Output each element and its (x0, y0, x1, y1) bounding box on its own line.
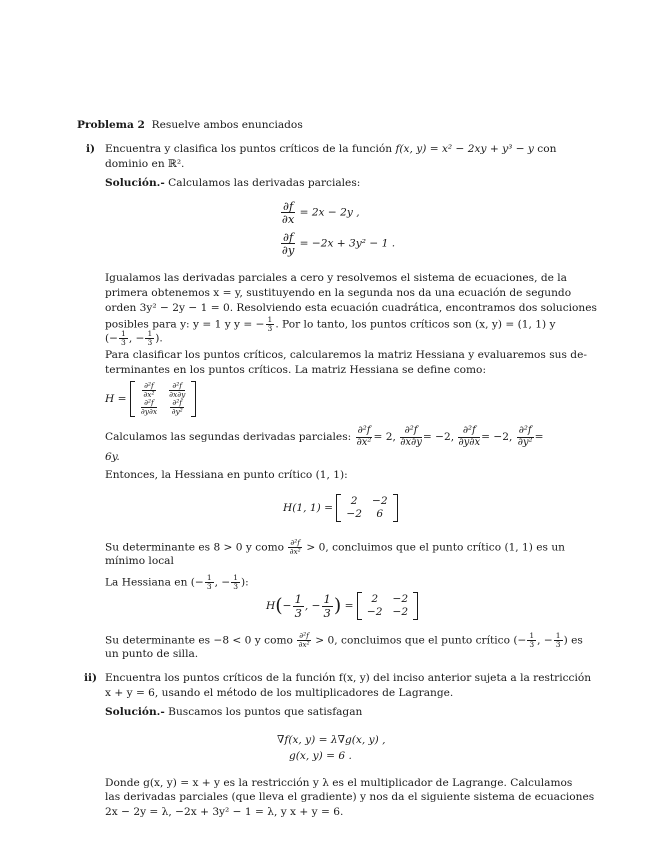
hessian-at-1-1-intro: Entonces, la Hessiana en punto crítico (1, 1): (105, 469, 348, 481)
paragraph-line: terminantes en los puntos críticos. La matriz Hessiana se define como: (105, 364, 487, 376)
part-i-marker: i) (86, 143, 96, 155)
hessian-matrix: $\frac{\text{∂²f}}{\text{∂x²}}$ $\frac{\text{∂²f}}{\partial x\partial y}$ $\frac{\text{∂²f}}{\partial y\partial x}$ $\frac{\text{∂²f}}{\text{∂y²}}$ (130, 381, 196, 417)
part-ii-solution-intro: Solución.- Buscamos los puntos que satisfagan (105, 706, 363, 718)
determinant-1-conclusion: mínimo local (105, 555, 174, 567)
second-derivatives-tail: 6y. (105, 451, 120, 463)
hessian-at-1-1-matrix: 2 −2 −2 6 (336, 494, 397, 522)
part-i-statement-line-1: Encuentra y clasifica los puntos críticos de la función f(x, y) = x² − 2xy + y³ − y con (105, 143, 557, 155)
part-i-statement-line-2: dominio en ℝ². (105, 158, 185, 170)
hessian-2-intro: La Hessiana en (− $\frac{1}{3}$ , − $\frac{1}{3}$ ): (105, 573, 249, 591)
determinant-2-conclusion: un punto de silla. (105, 648, 199, 660)
paragraph-line: 2x − 2y = λ, −2x + 3y² − 1 = λ, y x + y = 6. (105, 806, 344, 818)
lagrange-equation-2: g(x, y) = 6 . (289, 750, 352, 762)
paragraph-line: Para clasificar los puntos críticos, calcularemos la matriz Hessiana y evaluaremos sus de- (105, 349, 587, 361)
part-ii-statement-line-1: Encuentra los puntos críticos de la función f(x, y) del inciso anterior sujeta a la restricción (105, 672, 592, 684)
problem-heading: Problema 2 Resuelve ambos enunciados (77, 119, 303, 131)
second-derivatives-line: Calculamos las segundas derivadas parciales: $\frac{\text{∂²f}}{\text{∂x²}}$ = 2, $\frac{\text{∂²f}}{\partial x\partial y}$ = −2, $\frac{\text{∂²f}}{\partial y\partial x}$ = −2, $\frac{\text{∂²f}}{\text{∂y²}}$ = (105, 425, 544, 448)
hessian-definition: H = $\frac{\text{∂²f}}{\text{∂x²}}$ $\frac{\text{∂²f}}{\partial x\partial y}$ $\frac{\text{∂²f}}{\partial y\partial x}$ $\frac{\text{∂²f}}{\text{∂y²}}$ (105, 381, 196, 417)
hessian-at-second-point-matrix: 2 −2 −2 −2 (357, 592, 418, 620)
part-ii-statement-line-2: x + y = 6, usando el método de los multiplicadores de Lagrange. (105, 687, 454, 699)
partial-derivative-y-equation: $\frac{\partial f}{\partial y}$ = −2x + 3y² − 1 . (281, 230, 396, 258)
paragraph-line: (− $\frac{1}{3}$ , − $\frac{1}{3}$ ). (105, 329, 163, 347)
hessian-at-second-point: H(− $\frac{1}{3}$ , − $\frac{1}{3}$ ) = 2 −2 −2 −2 (266, 592, 418, 620)
part-i-solution-intro: Solución.- Calculamos las derivadas parciales: (105, 177, 361, 189)
part-ii-marker: ii) (84, 672, 98, 684)
hessian-at-1-1: H(1, 1) = 2 −2 −2 6 (283, 494, 398, 522)
determinant-1-line: Su determinante es 8 > 0 y como $\frac{\text{∂²f}}{\text{∂x²}}$ > 0, concluimos que el punto crítico (1, 1) es un (105, 538, 566, 556)
paragraph-line: orden 3y² − 2y − 1 = 0. Resolviendo esta ecuación cuadrática, encontramos dos soluciones (105, 302, 597, 314)
lagrange-equation-1: ∇f(x, y) = λ∇g(x, y) , (277, 734, 386, 746)
determinant-2-line: Su determinante es −8 < 0 y como $\frac{\text{∂²f}}{\text{∂x²}}$ > 0, concluimos que el punto crítico (− $\frac{1}{3}$ , − $\frac{1}{3}$ ) es (105, 631, 583, 649)
partial-derivative-x-equation: $\frac{\partial f}{\partial x}$ = 2x − 2y , (281, 199, 360, 227)
paragraph-line: Igualamos las derivadas parciales a cero y resolvemos el sistema de ecuaciones, de la (105, 272, 567, 284)
paragraph-line: posibles para y: y = 1 y y = − $\frac{1}{3}$ . Por lo tanto, los puntos críticos son (x, y) = (1, 1) y (105, 315, 556, 333)
paragraph-line: primera obtenemos x = y, sustituyendo en la segunda nos da una ecuación de segundo (105, 287, 572, 299)
paragraph-line: Donde g(x, y) = x + y es la restricción y λ es el multiplicador de Lagrange. Calculamos (105, 777, 573, 789)
paragraph-line: las derivadas parciales (que lleva el gradiente) y nos da el siguiente sistema de ecuaciones (105, 791, 595, 803)
